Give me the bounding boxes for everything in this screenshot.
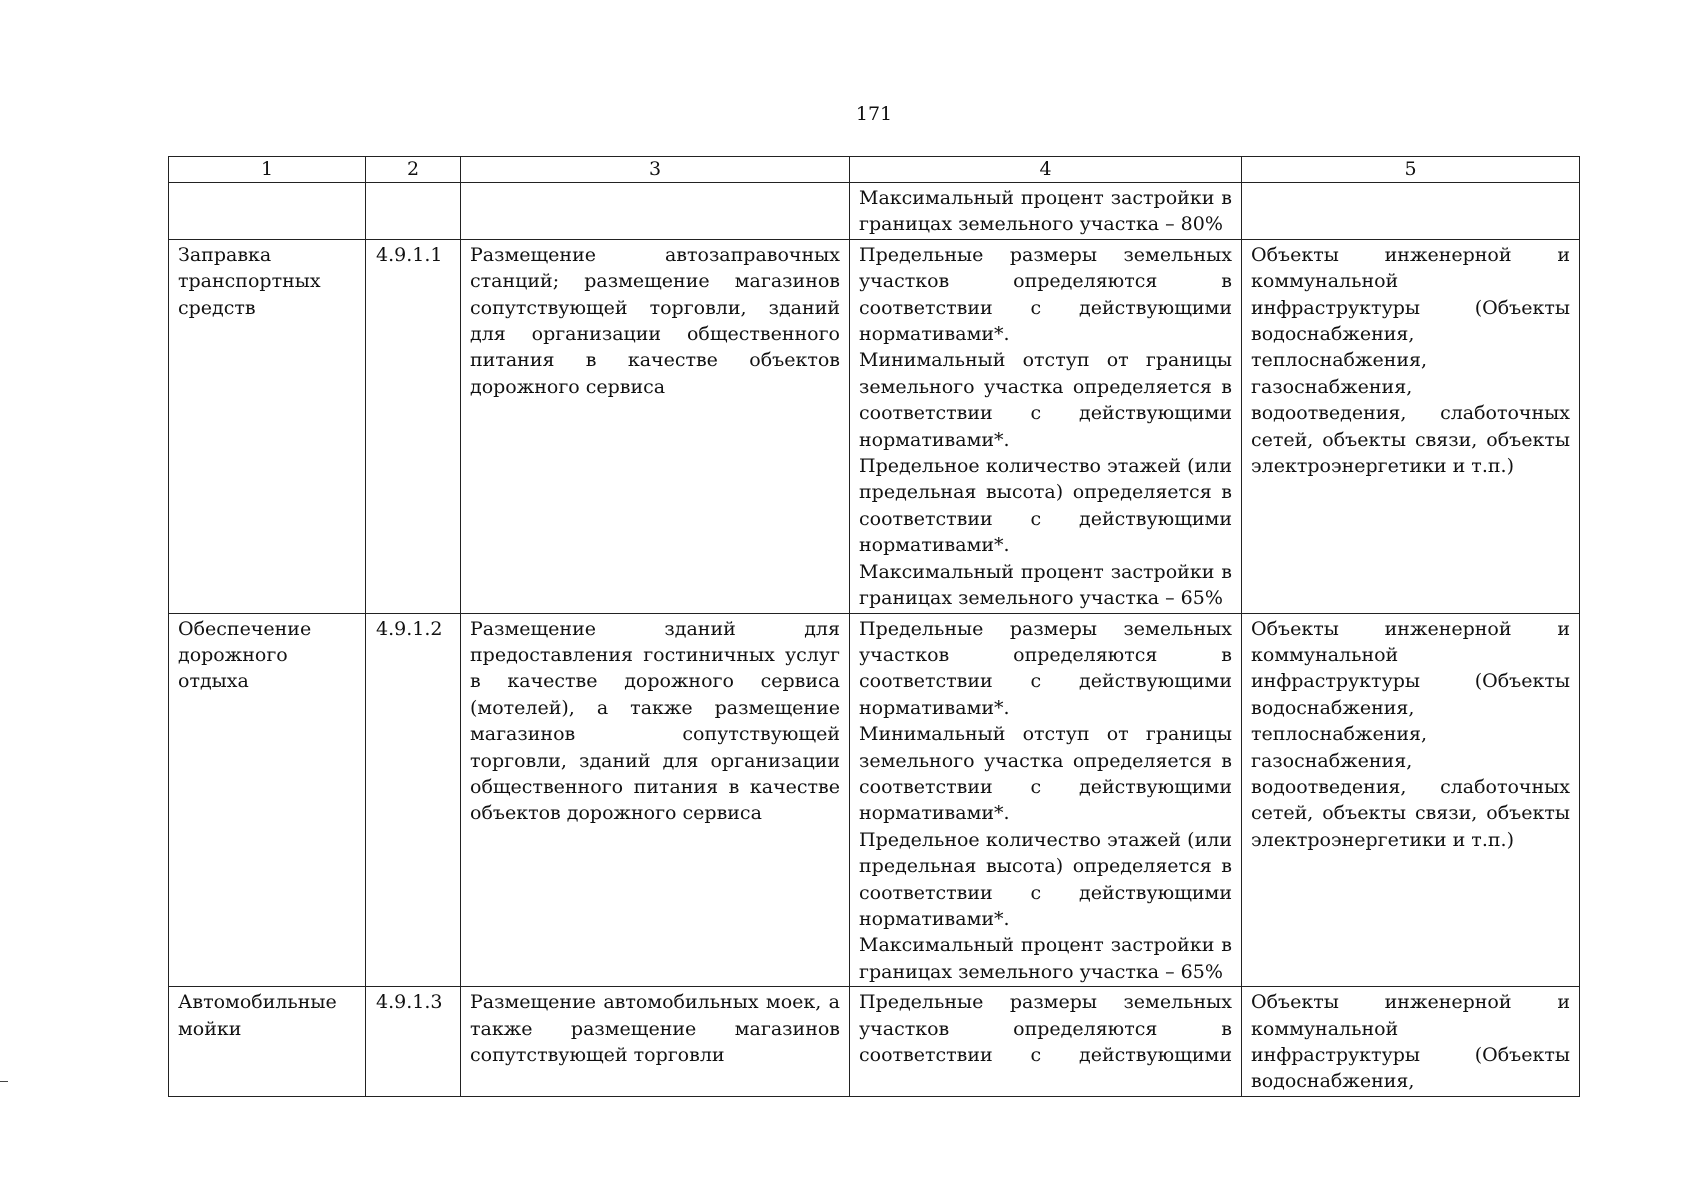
cell-use-name: Обеспечение дорожного отдыха (169, 613, 366, 987)
param-paragraph: Минимальный отступ от границы земельного участка определяется в соответствии с действующими нормативами*. (859, 723, 1232, 825)
cell-use-params (850, 239, 1242, 613)
cell-infrastructure: Объекты инженерной и коммунальной инфраструктуры (Объекты водоснабжения, теплоснабжения, газоснабжения, водоотведения, слаботочных сетей, объекты связи, объекты электроэнергетики и т.п.) (1242, 239, 1580, 613)
cell-empty (169, 183, 366, 240)
cell-use-description: Размещение автозаправочных станций; размещение магазинов сопутствующей торговли, зданий для организации общественного питания в качестве объектов дорожного сервиса (461, 239, 850, 613)
cell-empty (461, 183, 850, 240)
cell-use-params (850, 613, 1242, 987)
page-number: 171 (855, 103, 893, 125)
cell-use-params (850, 987, 1242, 1097)
cell-use-name: Заправка транспортных средств (169, 239, 366, 613)
column-header-4: 4 (850, 157, 1242, 183)
param-paragraph: Предельные размеры земельных участков определяются в соответствии с действующими (859, 991, 1232, 1066)
param-paragraph: Предельные размеры земельных участков определяются в соответствии с действующими нормативами*. (859, 617, 1232, 719)
param-paragraph: Минимальный отступ от границы земельного участка определяется в соответствии с действующими нормативами*. (859, 349, 1232, 451)
table-header-row (169, 157, 1580, 183)
cell-empty (366, 183, 461, 240)
param-paragraph: Максимальный процент застройки в границах земельного участка – 65% (859, 934, 1232, 983)
column-header-5: 5 (1242, 157, 1580, 183)
table-row (169, 239, 1580, 613)
cell-use-name: Автомобильные мойки (169, 987, 366, 1097)
cell-use-code: 4.9.1.2 (366, 613, 461, 987)
cell-use-code: 4.9.1.3 (366, 987, 461, 1097)
param-paragraph: Предельные размеры земельных участков определяются в соответствии с действующими нормативами*. (859, 243, 1232, 346)
param-paragraph: Максимальный процент застройки в границах земельного участка – 65% (859, 560, 1232, 610)
cell-use-description: Размещение автомобильных моек, а также размещение магазинов сопутствующей торговли (461, 987, 850, 1097)
cell-use-code: 4.9.1.1 (366, 239, 461, 613)
param-paragraph: Предельное количество этажей (или предельная высота) определяется в соответствии с действующими нормативами*. (859, 455, 1232, 557)
cell-empty (1242, 183, 1580, 240)
cell-params-continuation: Максимальный процент застройки в границах земельного участка – 80% (850, 183, 1242, 240)
column-header-1: 1 (169, 157, 366, 183)
table-row-continuation (169, 183, 1580, 240)
cell-use-description: Размещение зданий для предоставления гостиничных услуг в качестве дорожного сервиса (мотелей), а также размещение магазинов сопутствующей торговли, зданий для организации общественного питания в качестве объектов дорожного сервиса (461, 613, 850, 987)
param-paragraph: Предельное количество этажей (или предельная высота) определяется в соответствии с действующими нормативами*. (859, 828, 1232, 930)
table-row (169, 987, 1580, 1097)
land-use-table (168, 156, 1580, 1097)
margin-mark (0, 1081, 8, 1082)
column-header-2: 2 (366, 157, 461, 183)
cell-infrastructure: Объекты инженерной и коммунальной инфраструктуры (Объекты водоснабжения, (1242, 987, 1580, 1097)
cell-infrastructure: Объекты инженерной и коммунальной инфраструктуры (Объекты водоснабжения, теплоснабжения, газоснабжения, водоотведения, слаботочных сетей, объекты связи, объекты электроэнергетики и т.п.) (1242, 613, 1580, 987)
column-header-3: 3 (461, 157, 850, 183)
table-row (169, 613, 1580, 987)
